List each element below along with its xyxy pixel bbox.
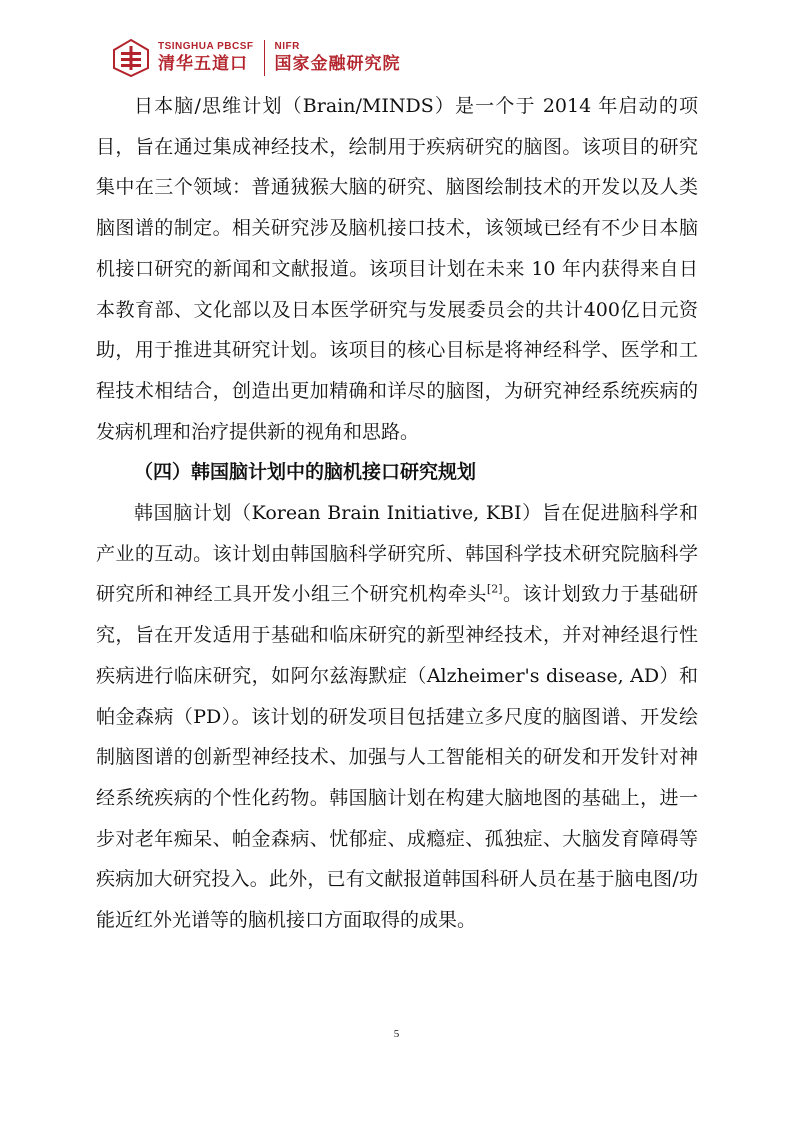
page-header bbox=[112, 36, 401, 80]
citation-reference[interactable]: [2] bbox=[486, 583, 503, 597]
logo-english-name: TSINGHUA PBCSF bbox=[158, 41, 254, 52]
section-heading-korea: （四）韩国脑计划中的脑机接口研究规划 bbox=[134, 461, 477, 484]
institute-english-name: NIFR bbox=[274, 41, 300, 52]
paragraph-text-part-2: 。该计划致力于基础研究，旨在开发适用于基础和临床研究的新型神经技术，并对神经退行性疾病进行临床研究，如阿尔兹海默症（Alzheimer's disease, AD）和帕金森病（PD）。该计划的研发项目包括建立多尺度的脑图谱、开发绘制脑图谱的创新型神经技术、加强与人工智能相关的研发和开发针对神经系统疾病的个性化药物。韩国脑计划在构建大脑地图的基础上，进一步对老年痴呆、帕金森病、忧郁症、成瘾症、孤独症、大脑发育障碍等疾病加大研究投入。此外，已有文献报道韩国科研人员在基于脑电图/功能近红外光谱等的脑机接口方面取得的成果。 bbox=[96, 583, 698, 932]
tsinghua-logo-icon bbox=[112, 38, 150, 78]
paragraph-japan-brain-minds: 日本脑/思维计划（Brain/MINDS）是一个于 2014 年启动的项目，旨在通过集成神经技术，绘制用于疾病研究的脑图。该项目的研究集中在三个领域：普通狨猴大脑的研究、脑图绘制技术的开发以及人类脑图谱的制定。相关研究涉及脑机接口技术，该领域已经有不少日本脑机接口研究的新闻和文献报道。该项目计划在未来 10 年内获得来自日本教育部、文化部以及日本医学研究与发展委员会的共计400亿日元资助，用于推进其研究计划。该项目的核心目标是将神经科学、医学和工程技术相结合，创造出更加精确和详尽的脑图，为研究神经系统疾病的发病机理和治疗提供新的视角和思路。 bbox=[96, 95, 698, 443]
logo-divider bbox=[264, 40, 265, 76]
logo-text-right bbox=[275, 41, 401, 75]
institute-chinese-name: 国家金融研究院 bbox=[274, 54, 401, 74]
logo-chinese-name: 清华五道口 bbox=[158, 54, 248, 74]
paragraph-text-part-1: 韩国脑计划（Korean Brain Initiative, KBI）旨在促进脑科学和产业的互动。该计划由韩国脑科学研究所、韩国科学技术研究院脑科学研究所和神经工具开发小组三个研究机构牵头 bbox=[96, 502, 698, 606]
page-number: 5 bbox=[393, 1028, 400, 1040]
paragraph-korea-brain-initiative bbox=[96, 493, 698, 941]
logo-text-left bbox=[158, 41, 254, 75]
document-body bbox=[96, 86, 698, 941]
